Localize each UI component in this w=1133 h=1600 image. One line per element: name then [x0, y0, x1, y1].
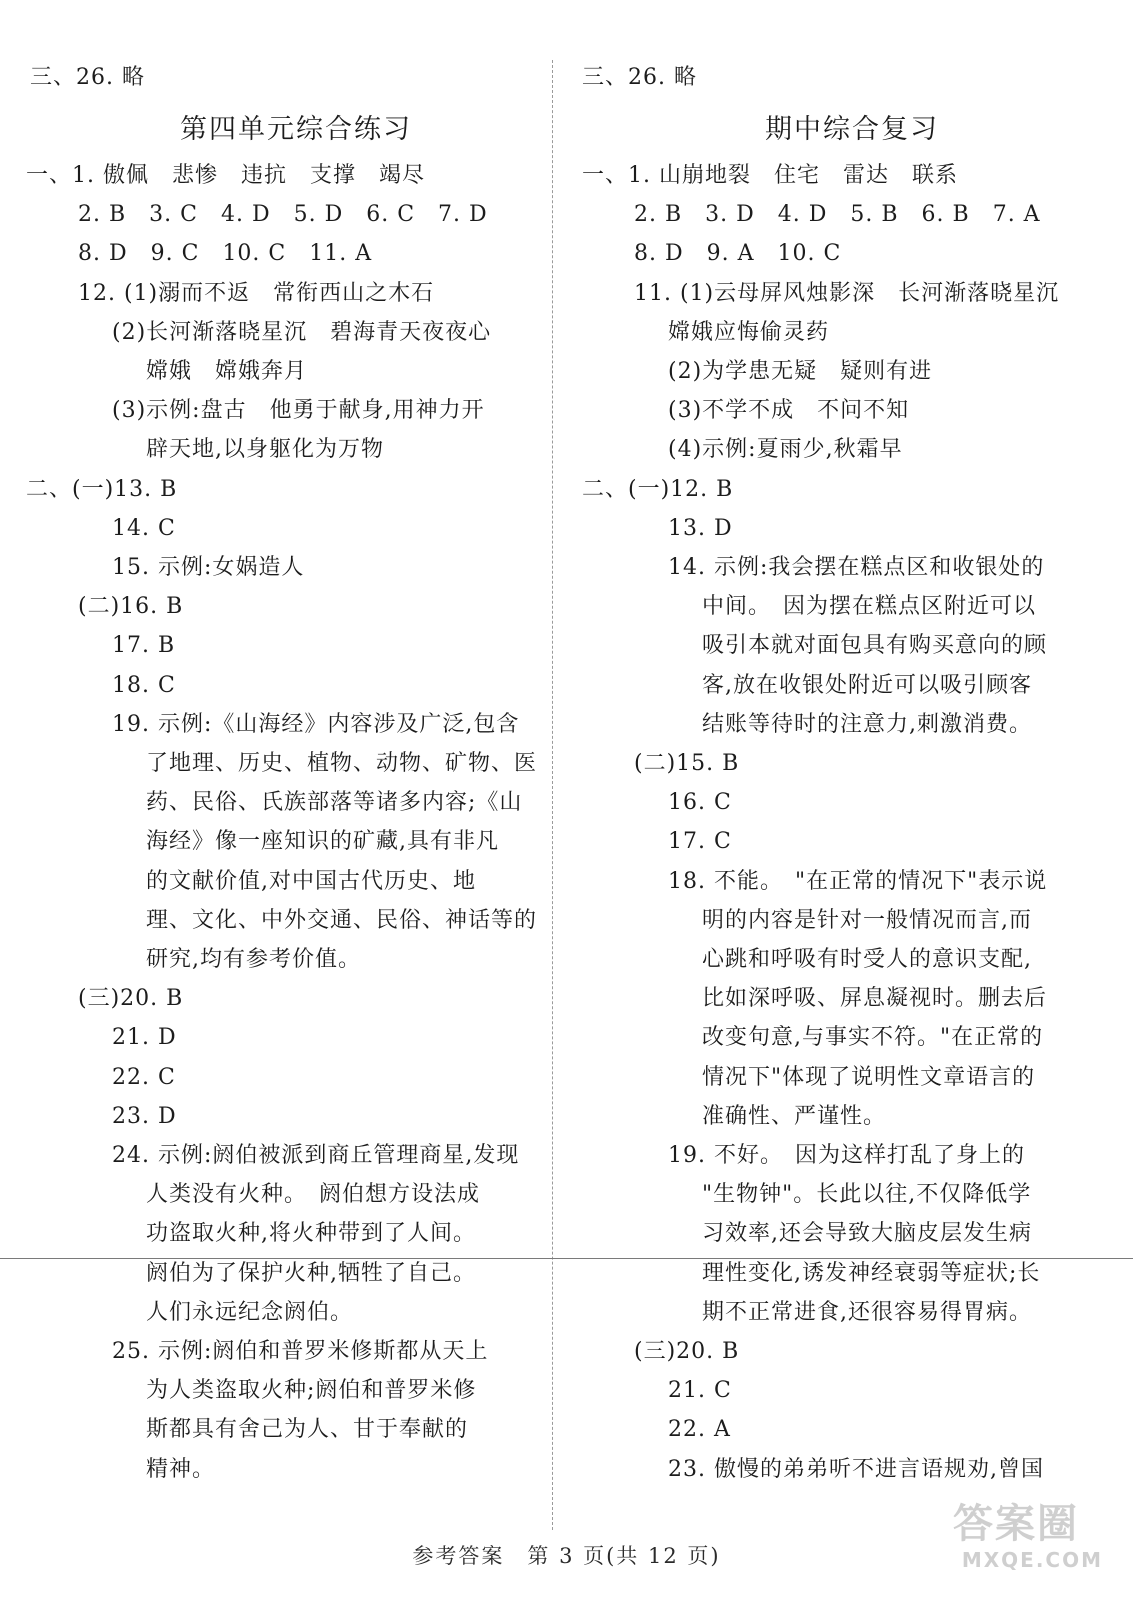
answer-line: 结账等待时的注意力,刺激消费。 — [702, 711, 1032, 737]
answer-line: (2)长河渐落晓星沉 碧海青天夜夜心 — [112, 319, 492, 345]
answer-line: 吸引本就对面包具有购买意向的顾 — [702, 633, 1048, 659]
answer-line: 22. A — [668, 1417, 731, 1443]
top-answer: 三、26. 略 — [30, 65, 145, 90]
answer-line: 21. C — [668, 1378, 732, 1404]
top-answer: 三、26. 略 — [582, 65, 697, 90]
answer-line: 8. D 9. C 10. C 11. A — [78, 241, 373, 267]
answer-line: 的文献价值,对中国古代历史、地 — [146, 868, 476, 894]
answer-line: 21. D — [112, 1025, 177, 1051]
answer-line: 研究,均有参考价值。 — [146, 947, 361, 972]
answer-line: 19. 示例:《山海经》内容涉及广泛,包含 — [112, 711, 520, 737]
answer-line: 23. 傲慢的弟弟听不进言语规劝,曾国 — [668, 1456, 1044, 1482]
answer-line: 19. 不好。 因为这样打乱了身上的 — [668, 1143, 1025, 1168]
answer-line: 14. C — [112, 515, 176, 541]
answer-line: (三)20. B — [78, 986, 184, 1012]
answer-line: 24. 示例:阏伯被派到商丘管理商星,发现 — [112, 1143, 520, 1168]
answer-line: 理性变化,诱发神经衰弱等症状;长 — [702, 1260, 1041, 1286]
answer-line: 15. 示例:女娲造人 — [112, 555, 305, 580]
answer-line: 22. C — [112, 1064, 176, 1090]
answer-line: 人类没有火种。 阏伯想方设法成 — [146, 1182, 481, 1208]
answer-line: "生物钟"。长此以往,不仅降低学 — [702, 1182, 1032, 1208]
section-title: 第四单元综合练习 — [180, 114, 412, 145]
answer-line: (二)15. B — [634, 751, 740, 776]
answer-line: 情况下"体现了说明性文章语言的 — [702, 1064, 1036, 1090]
answer-line: (二)16. B — [78, 594, 184, 620]
answer-line: 17. C — [668, 829, 732, 855]
column-divider — [552, 60, 553, 1530]
answer-line: 药、民俗、氏族部落等诸多内容;《山 — [146, 790, 523, 816]
answer-line: (三)20. B — [634, 1339, 740, 1364]
answer-line: 改变句意,与事实不符。"在正常的 — [702, 1025, 1044, 1051]
answer-line: 了地理、历史、植物、动物、矿物、医 — [146, 751, 538, 776]
answer-line: 嫦娥 嫦娥奔月 — [146, 359, 308, 384]
answer-line: 2. B 3. C 4. D 5. D 6. C 7. D — [78, 202, 488, 228]
page-footer: 参考答案 第 3 页(共 12 页) — [412, 1544, 721, 1568]
answer-line: (3)不学不成 不问不知 — [668, 398, 910, 424]
answer-line: 25. 示例:阏伯和普罗米修斯都从天上 — [112, 1339, 489, 1364]
answer-line: 阏伯为了保护火种,牺牲了自己。 — [146, 1260, 476, 1286]
left-column — [26, 0, 546, 1540]
answer-line: 理、文化、中外交通、民俗、神话等的 — [146, 907, 538, 933]
answer-line: 17. B — [112, 633, 176, 659]
answer-line: 比如深呼吸、屏息凝视时。删去后 — [702, 986, 1048, 1012]
answer-line: 习效率,还会导致大脑皮层发生病 — [702, 1221, 1032, 1247]
answer-line: (2)为学患无疑 疑则有进 — [668, 359, 933, 384]
right-column — [582, 0, 1102, 1540]
answer-line: 心跳和呼吸有时受人的意识支配, — [702, 947, 1032, 972]
answer-line: 二、(一)12. B — [582, 476, 734, 502]
answer-line: 精神。 — [146, 1456, 216, 1482]
answer-line: 辟天地,以身躯化为万物 — [146, 437, 384, 463]
answer-line: 8. D 9. A 10. C — [634, 241, 842, 267]
answer-line: 13. D — [668, 515, 733, 541]
answer-line: 斯都具有舍己为人、甘于奉献的 — [146, 1417, 469, 1443]
answer-line: 中间。 因为摆在糕点区附近可以 — [702, 594, 1037, 620]
scan-fold-line — [0, 1258, 1133, 1259]
answer-line: 准确性、严谨性。 — [702, 1103, 887, 1129]
answer-line: 一、1. 山崩地裂 住宅 雷达 联系 — [582, 163, 958, 188]
answer-line: 12. (1)溺而不返 常衔西山之木石 — [78, 280, 435, 306]
answer-line: 二、(一)13. B — [26, 476, 178, 502]
answer-line: 为人类盗取火种;阏伯和普罗米修 — [146, 1378, 477, 1404]
answer-line: 客,放在收银处附近可以吸引顾客 — [702, 672, 1032, 698]
answer-line: 18. C — [112, 672, 176, 698]
answer-line: 18. 不能。 "在正常的情况下"表示说 — [668, 868, 1048, 894]
answer-line: (4)示例:夏雨少,秋霜早 — [668, 437, 903, 463]
answer-line: 嫦娥应悔偷灵药 — [668, 319, 830, 345]
answer-line: 人们永远纪念阏伯。 — [146, 1299, 354, 1325]
answer-line: 期不正常进食,还很容易得胃病。 — [702, 1299, 1032, 1325]
answer-line: 23. D — [112, 1103, 177, 1129]
answer-line: 一、1. 傲佩 悲惨 违抗 支撑 竭尽 — [26, 163, 425, 188]
answer-line: (3)示例:盘古 他勇于献身,用神力开 — [112, 398, 485, 424]
watermark-text: 答案圈 — [953, 1501, 1079, 1547]
answer-line: 功盗取火种,将火种带到了人间。 — [146, 1221, 476, 1247]
answer-line: 2. B 3. D 4. D 5. B 6. B 7. A — [634, 202, 1041, 228]
section-title: 期中综合复习 — [765, 114, 939, 145]
answer-line: 11. (1)云母屏风烛影深 长河渐落晓星沉 — [634, 280, 1060, 306]
watermark-logo — [953, 1500, 1103, 1590]
answer-line: 14. 示例:我会摆在糕点区和收银处的 — [668, 555, 1045, 580]
answer-line: 海经》像一座知识的矿藏,具有非凡 — [146, 829, 499, 855]
answer-line: 明的内容是针对一般情况而言,而 — [702, 907, 1032, 933]
watermark-domain: MXQE.COM — [961, 1548, 1103, 1572]
answer-line: 16. C — [668, 790, 732, 816]
